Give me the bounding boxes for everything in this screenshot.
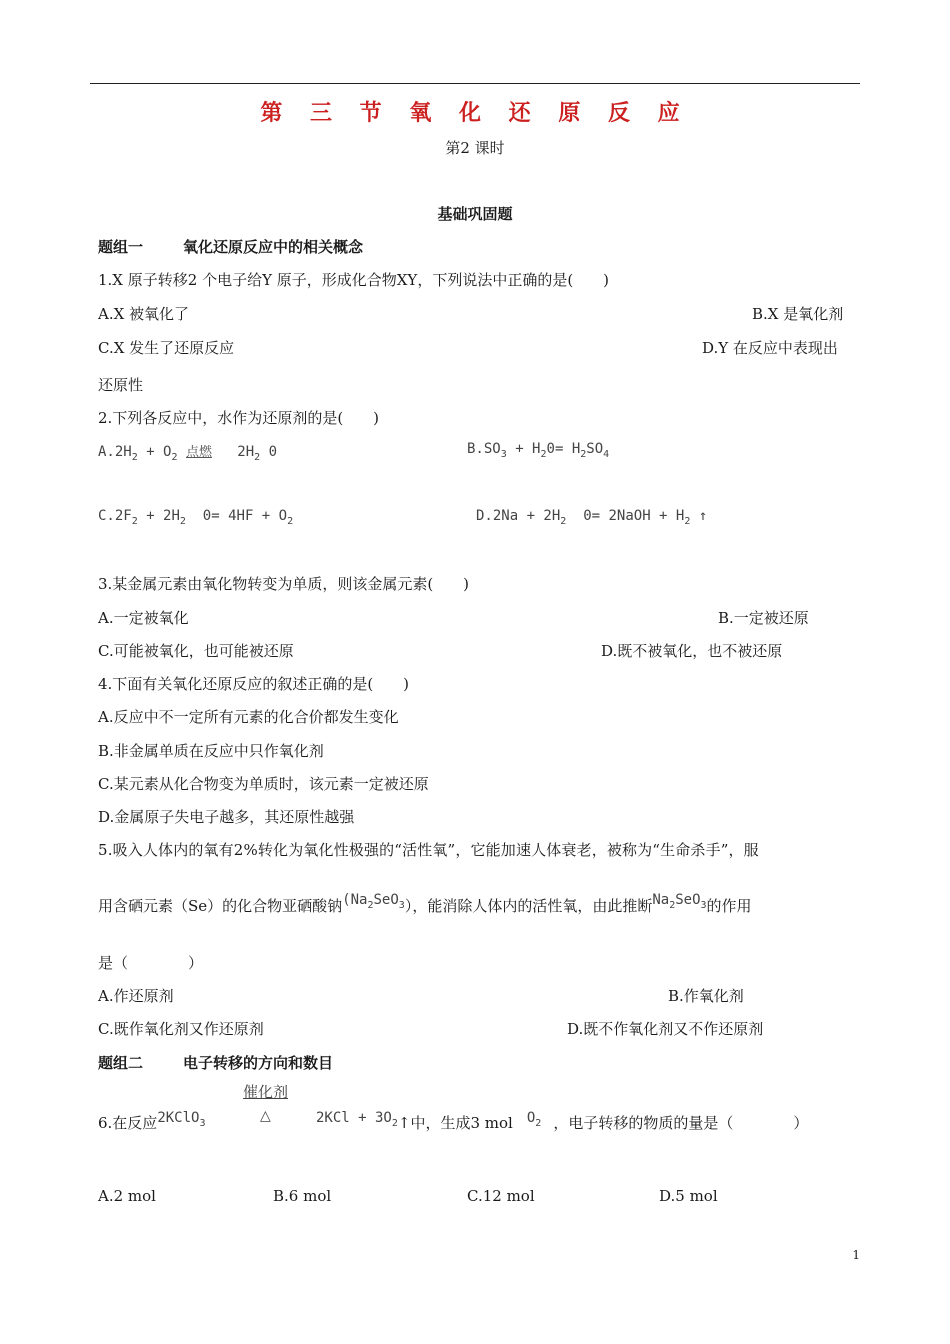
q5-option-a: A.作还原剂	[98, 987, 174, 1005]
group2-title: 电子转移的方向和数目	[183, 1054, 334, 1072]
q6-product-line: $2KCl + 3O_2↑$中，生成3 mol $O_2$ ，电子转移的物质的量是（ ）	[316, 1110, 809, 1132]
group1-title: 氧化还原反应中的相关概念	[183, 238, 364, 256]
section-heading: 基础巩固题	[437, 205, 513, 223]
page-title: 第 三 节 氧 化 还 原 反 应	[260, 100, 690, 126]
q4-stem: 4.下面有关氧化还原反应的叙述正确的是( )	[98, 675, 410, 693]
q2-option-d: $D.2Na + 2H_2$ 0= 2NaOH + $H_2$ ↑	[476, 508, 708, 527]
q5-line1: 5.吸入人体内的氧有2%转化为氧化性极强的“活性氧”，它能加速人体衰老，被称为“生命杀手”，服	[98, 841, 759, 859]
gas-arrow: ↑	[397, 1114, 411, 1132]
gas-arrow: ↑	[698, 508, 708, 524]
q5-option-d: D.既不作氧化剂又不作还原剂	[567, 1020, 764, 1038]
q6-line: 6.在反应2KClO$_3$	[98, 1110, 206, 1132]
q1-stem: 1.X 原子转移2 个电子给Y 原子，形成化合物XY，下列说法中正确的是( )	[98, 271, 610, 289]
q2-option-b: $B.SO_3 + H_20= H_2SO_4$	[467, 441, 610, 460]
q2-stem: 2.下列各反应中，水作为还原剂的是( )	[98, 409, 380, 427]
q1-option-b: B.X 是氧化剂	[752, 305, 844, 323]
formula-na2seo3-2: $Na_2SeO_3$	[652, 892, 707, 911]
q3-option-a: A.一定被氧化	[98, 609, 189, 627]
q5-option-b: B.作氧化剂	[668, 987, 744, 1005]
q3-option-d: D.既不被氧化，也不被还原	[601, 642, 783, 660]
formula-kclo3: 2KClO$_3$	[157, 1110, 206, 1129]
formula-o2: $O_2$	[526, 1110, 542, 1129]
group2-label: 题组二	[98, 1054, 144, 1072]
heat-triangle: △	[260, 1108, 271, 1124]
q5-option-c: C.既作氧化剂又作还原剂	[98, 1020, 264, 1038]
q6-option-c: C.12 mol	[467, 1187, 535, 1205]
q1-option-c: C.X 发生了还原反应	[98, 339, 235, 357]
q3-option-c: C.可能被氧化，也可能被还原	[98, 642, 294, 660]
group1-label: 题组一	[98, 238, 144, 256]
q5-line3: 是（ ）	[98, 954, 204, 972]
header-rule	[90, 83, 860, 84]
q6-option-d: D.5 mol	[659, 1187, 718, 1205]
q2-option-a: $A.2H_2 + O_2$ 点燃 $2H_2$ 0	[98, 444, 278, 463]
q1-option-a: A.X 被氧化了	[98, 305, 190, 323]
formula-products: $2KCl + 3O_2$	[316, 1110, 398, 1129]
formula-na2seo3: ($Na_2SeO_3$	[342, 892, 405, 911]
q4-option-c: C.某元素从化合物变为单质时，该元素一定被还原	[98, 775, 429, 793]
q1-option-d-continued: 还原性	[98, 376, 144, 394]
q4-option-a: A.反应中不一定所有元素的化合价都发生变化	[98, 708, 399, 726]
lesson-subtitle: 第2 课时	[445, 139, 505, 157]
q3-option-b: B.一定被还原	[718, 609, 809, 627]
q4-option-b: B.非金属单质在反应中只作氧化剂	[98, 742, 324, 760]
q3-stem: 3.某金属元素由氧化物转变为单质，则该金属元素( )	[98, 575, 470, 593]
page-number: 1	[852, 1248, 860, 1262]
q4-option-d: D.金属原子失电子越多，其还原性越强	[98, 808, 355, 826]
q5-line2: 用含硒元素（Se）的化合物亚硒酸钠$(Na_2SeO_3)$，能消除人体内的活性氧，由此推断$Na_2SeO_3$的作用	[98, 892, 752, 915]
q6-option-b: B.6 mol	[273, 1187, 332, 1205]
catalyst-label: 催化剂	[243, 1083, 289, 1101]
q2-option-c: $C.2F_2 + 2H_2$ $0= 4HF + O_2$	[98, 508, 294, 527]
condition-ignite: 点燃	[185, 445, 212, 460]
q1-option-d: D.Y 在反应中表现出	[702, 339, 838, 357]
q6-option-a: A.2 mol	[98, 1187, 156, 1205]
